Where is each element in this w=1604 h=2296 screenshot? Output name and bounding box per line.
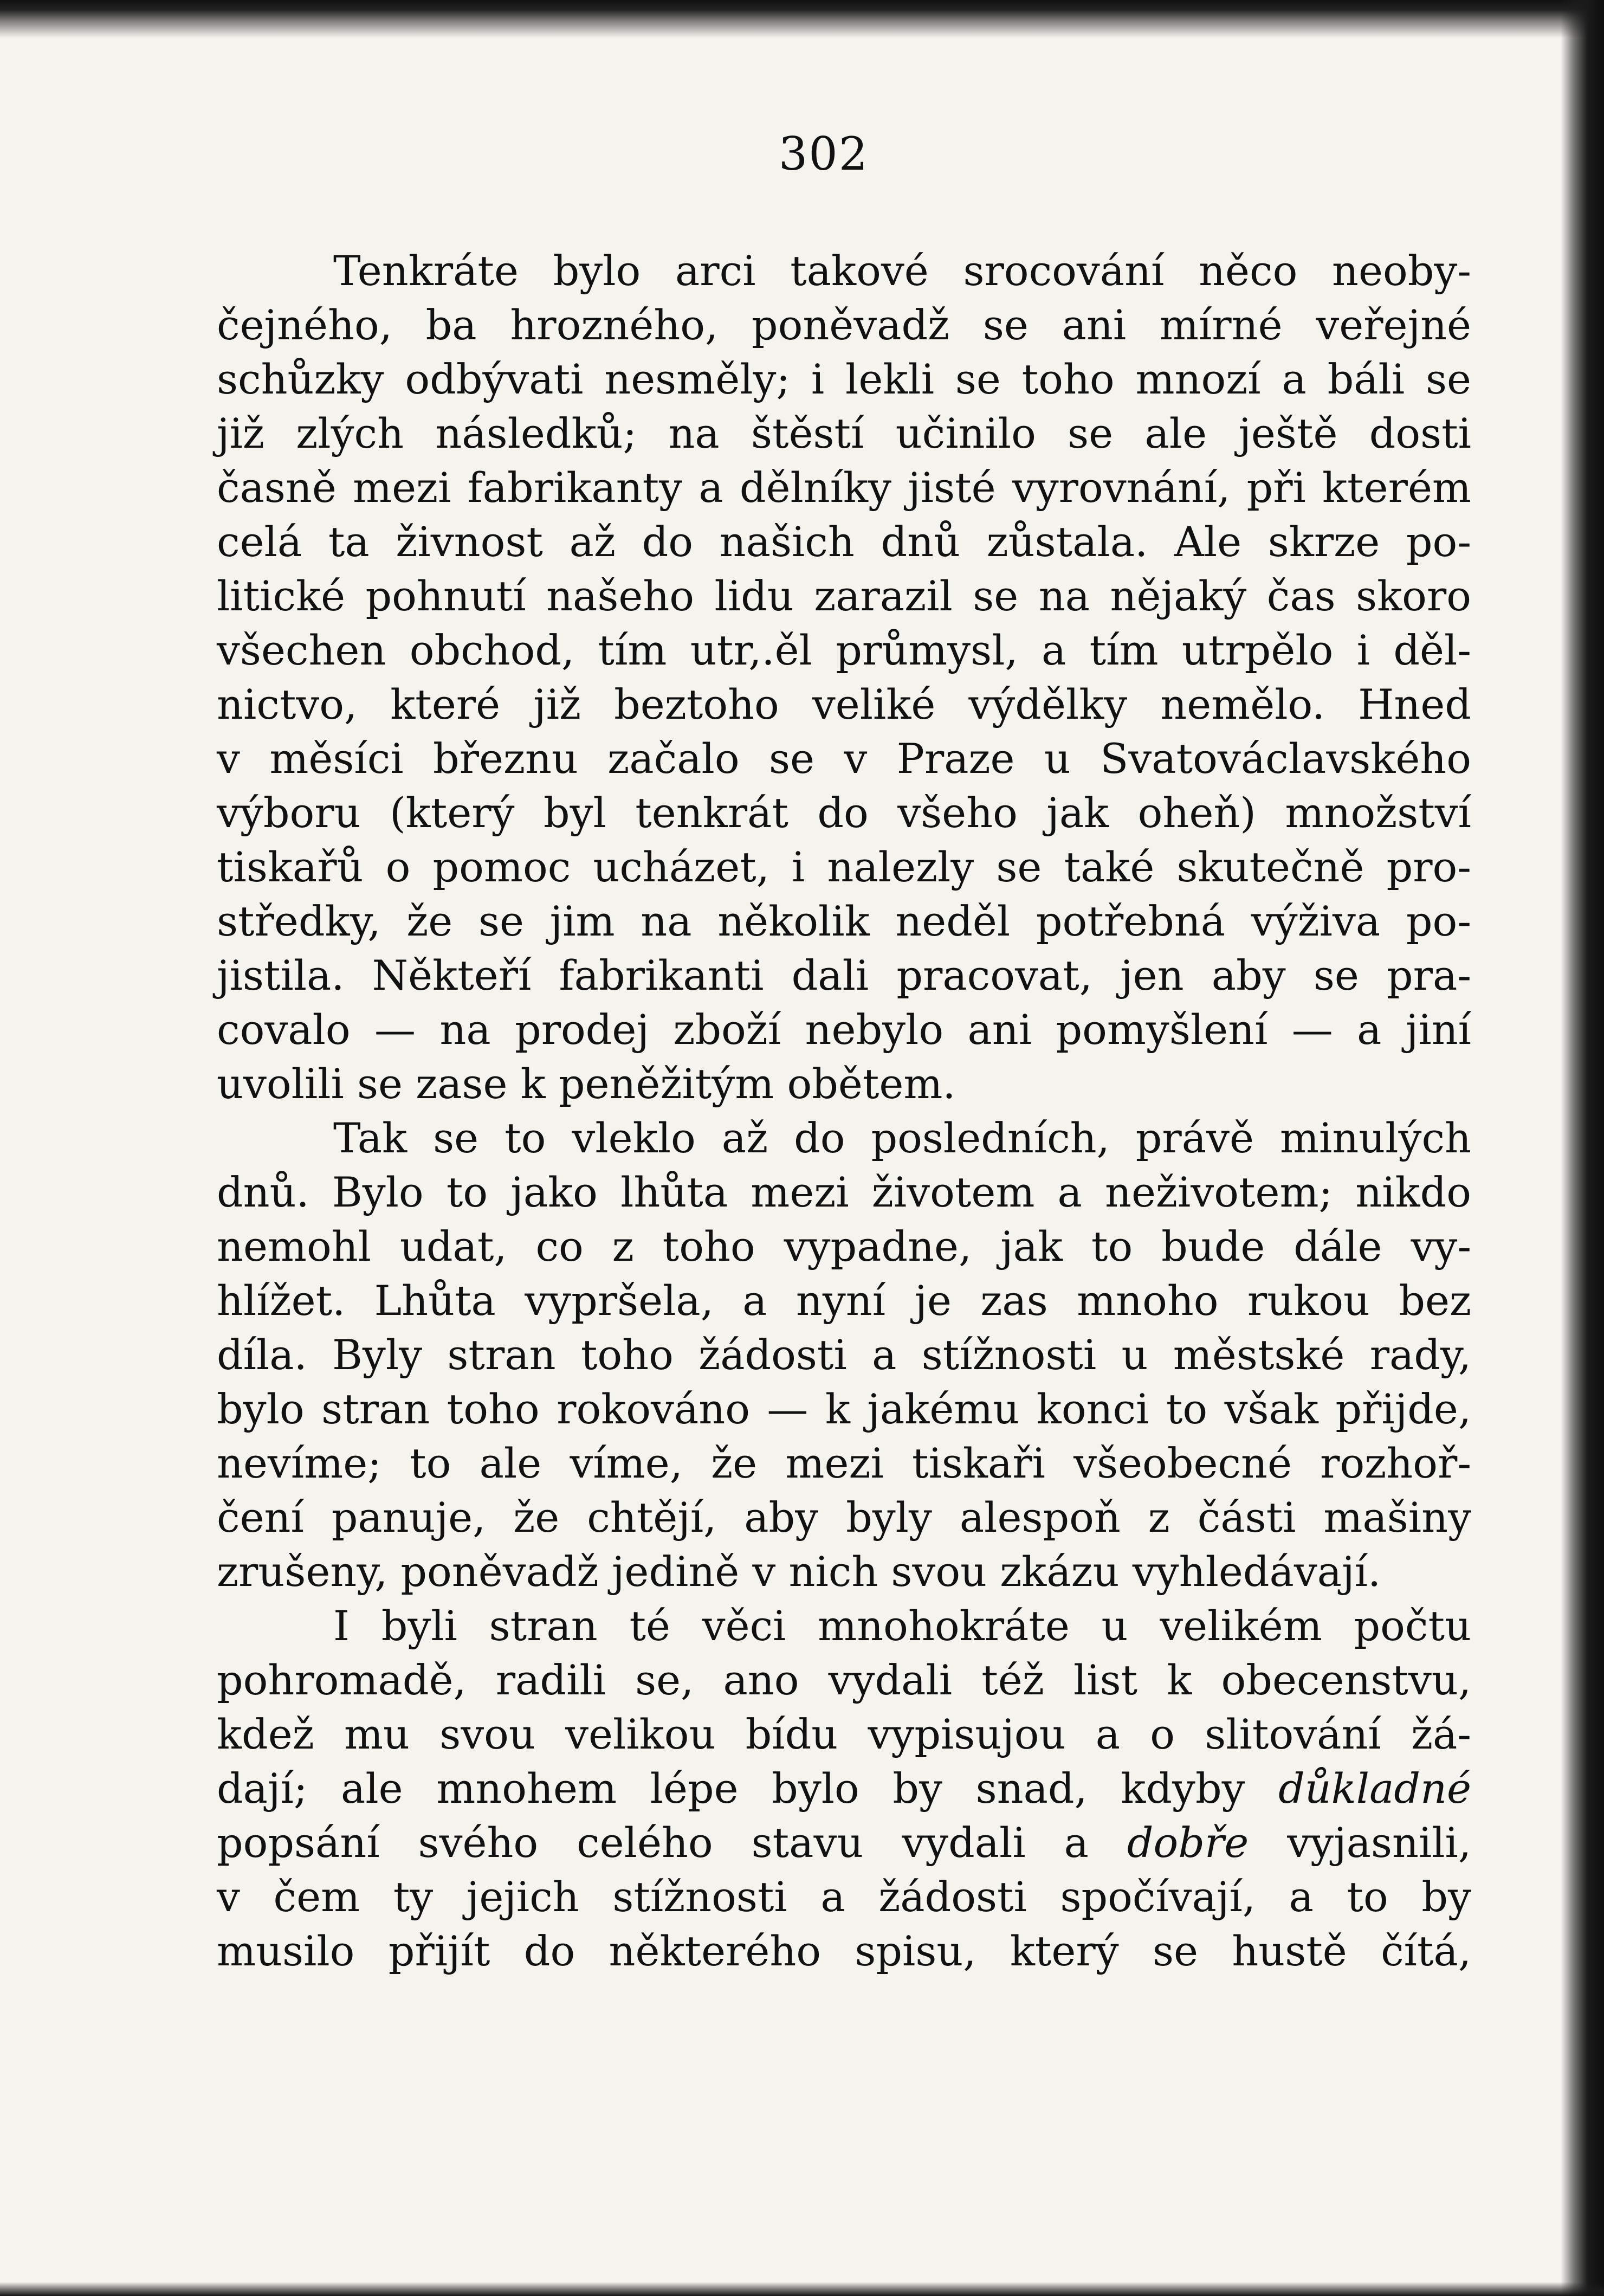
- scan-edge-bottom: [0, 2282, 1604, 2296]
- text-line: nemohl udat, co z toho vypadne, jak to bude dále vy-: [217, 1222, 1471, 1270]
- body-text: [217, 244, 1471, 1978]
- text-line: [217, 1762, 1471, 1816]
- text-line: [217, 1816, 1471, 1870]
- text-line: v měsíci březnu začalo se v Praze u Svatováclavského: [217, 734, 1471, 783]
- text-line: čení panuje, že chtějí, aby byly alespoň z části mašiny: [217, 1493, 1471, 1542]
- text-line: Tenkráte bylo arci takové srocování něco neoby-: [333, 247, 1471, 295]
- text-line: nictvo, které již beztoho veliké výdělky nemělo. Hned: [217, 680, 1471, 728]
- text-line: čejného, ba hrozného, poněvadž se ani mírné veřejné: [217, 301, 1471, 349]
- text-line: musilo přijít do některého spisu, který se hustě čítá,: [217, 1927, 1471, 1975]
- text-line-segment: vyjasnili,: [1249, 1818, 1471, 1867]
- text-line: jistila. Někteří fabrikanti dali pracovat, jen aby se pra-: [217, 951, 1471, 999]
- scan-edge-right: [1561, 0, 1604, 2296]
- text-line: všechen obchod, tím utr,.ěl průmysl, a tím utrpělo i děl-: [217, 626, 1471, 674]
- text-line: uvolili se zase k peněžitým obětem.: [217, 1060, 956, 1108]
- text-line: výboru (který byl tenkrát do všeho jak oheň) množství: [217, 789, 1471, 837]
- text-line: tiskařů o pomoc ucházet, i nalezly se také skutečně pro-: [217, 843, 1471, 891]
- emphasized-word: důkladné: [1278, 1764, 1471, 1813]
- text-line: díla. Byly stran toho žádosti a stížnosti u městské rady,: [217, 1331, 1471, 1379]
- scan-edge-top: [0, 0, 1604, 38]
- text-line: zrušeny, poněvadž jedině v nich svou zkázu vyhledávají.: [217, 1547, 1381, 1596]
- text-line: litické pohnutí našeho lidu zarazil se na nějaký čas skoro: [217, 572, 1471, 620]
- text-line: Tak se to vleklo až do posledních, právě minulých: [333, 1114, 1471, 1162]
- text-line: dnů. Bylo to jako lhůta mezi životem a neživotem; nikdo: [217, 1168, 1471, 1216]
- text-line: celá ta živnost až do našich dnů zůstala. Ale skrze po-: [217, 518, 1471, 566]
- text-line: již zlých následků; na štěstí učinilo se ale ještě dosti: [217, 409, 1471, 457]
- text-line: bylo stran toho rokováno — k jakému konci to však přijde,: [217, 1385, 1471, 1433]
- text-line: I byli stran té věci mnohokráte u velikém počtu: [333, 1602, 1471, 1650]
- text-line: středky, že se jim na několik neděl potřebná výživa po-: [217, 897, 1471, 945]
- text-line: pohromadě, radili se, ano vydali též list k obecenstvu,: [217, 1656, 1471, 1704]
- text-line: kdež mu svou velikou bídu vypisujou a o slitování žá-: [217, 1710, 1471, 1758]
- text-line-segment: popsání svého celého stavu vydali a: [217, 1818, 1127, 1867]
- text-line: v čem ty jejich stížnosti a žádosti spočívají, a to by: [217, 1873, 1471, 1921]
- text-line: nevíme; to ale víme, že mezi tiskaři všeobecné rozhoř-: [217, 1439, 1471, 1487]
- emphasized-word: dobře: [1127, 1818, 1249, 1867]
- page-number: 302: [778, 127, 869, 180]
- text-line: časně mezi fabrikanty a dělníky jisté vyrovnání, při kterém: [217, 463, 1471, 512]
- text-line-segment: dají; ale mnohem lépe bylo by snad, kdyby: [217, 1764, 1279, 1813]
- text-line: covalo — na prodej zboží nebylo ani pomyšlení — a jiní: [217, 1005, 1471, 1054]
- text-line: hlížet. Lhůta vypršela, a nyní je zas mnoho rukou bez: [217, 1276, 1471, 1325]
- text-line: schůzky odbývati nesměly; i lekli se toho mnozí a báli se: [217, 355, 1471, 403]
